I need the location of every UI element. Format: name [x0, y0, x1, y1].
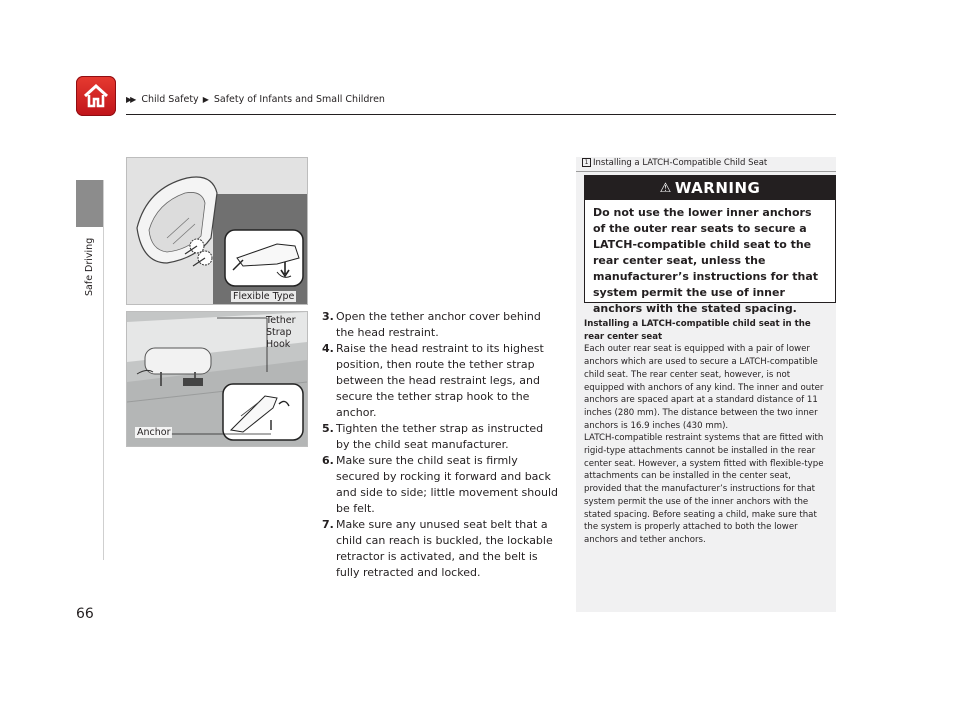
panel-paragraph: LATCH-compatible restraint systems that are fitted with rigid-type attachments cannot be installed in the rear center seat. However, a system fitted with flexible-type attachments can be installed in the center seat, provided that the manufacturer’s instructions for that system permit the use of the inner anchors with the stated spacing. Before seating a child, make sure that the system is properly attached to both the lower anchors and tether anchors.: [584, 433, 824, 545]
step-item: 7. Make sure any unused seat belt that a child can reach is buckled, the lockable retractor is activated, and the belt is fully retracted and locked.: [322, 518, 553, 579]
figure-label-flexible-type: Flexible Type: [233, 291, 295, 302]
home-icon: [82, 83, 110, 109]
section-label: Safe Driving: [84, 237, 95, 296]
figure-label-anchor: Anchor: [137, 427, 171, 438]
warning-icon: ⚠: [659, 180, 672, 196]
figure-label-tether-strap-hook: Tether Strap Hook: [266, 315, 296, 350]
side-notes-panel: [576, 157, 836, 612]
section-tab-marker: [76, 180, 103, 227]
breadcrumb-item-safety-infants[interactable]: Safety of Infants and Small Children: [213, 94, 385, 105]
panel-subheading: Installing a LATCH-compatible child seat in the rear center seat: [584, 319, 811, 342]
instruction-steps: [322, 309, 560, 581]
reference-icon: 1: [582, 158, 591, 167]
step-item: 5. Tighten the tether strap as instructed by the child seat manufacturer.: [322, 422, 544, 451]
header-divider: [126, 114, 836, 115]
warning-box: [584, 175, 836, 315]
child-seat-illustration: [127, 158, 307, 304]
panel-body: [584, 318, 828, 547]
figure-tether-anchor: [126, 311, 308, 447]
home-button[interactable]: [76, 76, 116, 116]
breadcrumb: [126, 94, 385, 105]
panel-title[interactable]: 1 Installing a LATCH-Compatible Child Seat: [576, 157, 836, 172]
panel-paragraph: Each outer rear seat is equipped with a pair of lower anchors which are used to secure a LATCH-compatible child seat. The rear center seat, however, is not equipped with anchors of any kind. The inner and outer anchors are spaced apart at a standard distance of 11 inches (280 mm). The distance between the two inner anchors is 16.9 inches (430 mm).: [584, 344, 824, 431]
breadcrumb-arrow-icon: ▶▶: [126, 95, 135, 104]
page-number: 66: [76, 606, 94, 622]
section-side-line: [103, 180, 104, 560]
step-item: 6. Make sure the child seat is firmly secured by rocking it forward and back and side to side; little movement should be felt.: [322, 454, 558, 515]
figure-flexible-type: [126, 157, 308, 305]
warning-text: Do not use the lower inner anchors of the outer rear seats to secure a LATCH-compatible child seat to the rear center seat, unless the manufacturer’s instructions for that system permit the use of inner anchors with the stated spacing.: [593, 206, 819, 315]
warning-header: ⚠ WARNING: [585, 176, 835, 200]
step-item: 4. Raise the head restraint to its highest position, then route the tether strap between the head restraint legs, and secure the tether strap hook to the anchor.: [322, 342, 544, 419]
breadcrumb-separator-icon: ▶: [202, 95, 207, 104]
breadcrumb-item-child-safety[interactable]: Child Safety: [141, 94, 199, 105]
step-item: 3. Open the tether anchor cover behind the head restraint.: [322, 310, 541, 339]
